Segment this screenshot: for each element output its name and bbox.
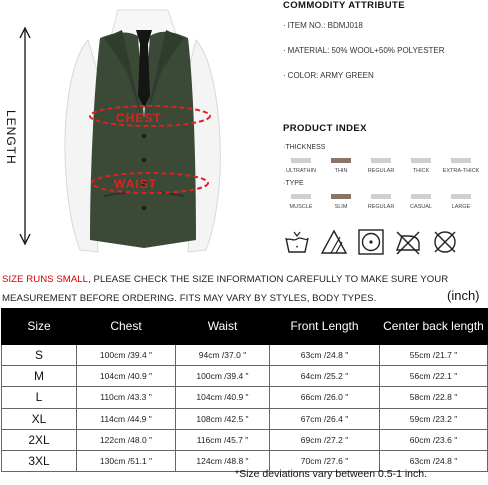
size-cell: L	[2, 387, 77, 408]
header-center-back-length: Center back length	[380, 309, 488, 345]
thickness-option-bar	[331, 158, 351, 163]
measurement-cell: 104cm /40.9 "	[176, 387, 270, 408]
type-scale	[283, 194, 479, 210]
measurement-cell: 114cm /44.9 "	[77, 408, 176, 429]
size-cell: 2XL	[2, 429, 77, 450]
length-label: LENGTH	[4, 110, 18, 165]
type-option-label: MUSCLE	[289, 204, 313, 210]
type-option-label: LARGE	[451, 204, 471, 210]
measurement-cell: 58cm /22.8 "	[380, 387, 488, 408]
type-option-bar	[411, 194, 431, 199]
type-option-label: CASUAL	[409, 204, 432, 210]
svg-text:•: •	[295, 244, 299, 251]
size-deviation-footnote: *Size deviations vary between 0.5-1 inch.	[235, 468, 428, 480]
product-index-title: PRODUCT INDEX	[283, 123, 367, 134]
vest-illustration	[0, 0, 272, 262]
measurement-cell: 94cm /37.0 "	[176, 345, 270, 366]
size-runs-small-warning: SIZE RUNS SMALL	[2, 274, 89, 285]
thickness-option	[403, 158, 439, 174]
thickness-label: ·THICKNESS	[283, 144, 326, 151]
size-table	[1, 308, 488, 472]
commodity-attribute-section	[283, 0, 488, 80]
thickness-option-label: THICK	[412, 168, 430, 174]
tumble-dry-low-icon	[357, 228, 385, 256]
care-icons	[283, 228, 459, 256]
do-not-dry-clean-icon	[431, 228, 459, 256]
measurement-cell: 122cm /48.0 "	[77, 429, 176, 450]
measurement-cell: 59cm /23.2 "	[380, 408, 488, 429]
measurement-cell: 69cm /27.2 "	[270, 429, 380, 450]
thickness-option-label: EXTRA-THICK	[442, 168, 480, 174]
thickness-option-label: THIN	[334, 168, 348, 174]
table-row	[2, 366, 488, 387]
table-row	[2, 345, 488, 366]
measurement-cell: 56cm /22.1 "	[380, 366, 488, 387]
thickness-option-label: REGULAR	[367, 168, 395, 174]
thickness-option	[323, 158, 359, 174]
measurement-cell: 100cm /39.4 "	[77, 345, 176, 366]
thickness-scale	[283, 158, 479, 174]
thickness-option-label: ULTRATHIN	[285, 168, 317, 174]
size-notice-text: , PLEASE CHECK THE SIZE INFORMATION CAREFULLY TO MAKE SURE YOUR MEASUREMENT BEFORE ORDERING. FITS MAY VARY BY STYLES, BODY TYPES.	[2, 274, 449, 304]
commodity-attribute-title: COMMODITY ATTRIBUTE	[283, 0, 405, 11]
type-option-bar	[451, 194, 471, 199]
no-bleach-icon	[320, 228, 348, 256]
measurement-cell: 116cm /45.7 "	[176, 429, 270, 450]
size-cell: 3XL	[2, 450, 77, 471]
measurement-cell: 100cm /39.4 "	[176, 366, 270, 387]
material-line: · MATERIAL: 50% WOOL+50% POLYESTER	[283, 46, 445, 55]
color-line: · COLOR: ARMY GREEN	[283, 71, 374, 80]
measurement-cell: 104cm /40.9 "	[77, 366, 176, 387]
type-option-label: REGULAR	[367, 204, 395, 210]
chest-label: CHEST	[116, 111, 162, 125]
measurement-cell: 108cm /42.5 "	[176, 408, 270, 429]
hand-wash-icon	[283, 228, 311, 256]
header-chest: Chest	[77, 309, 176, 345]
table-row	[2, 387, 488, 408]
do-not-iron-icon	[394, 228, 422, 256]
measurement-cell: 130cm /51.1 "	[77, 450, 176, 471]
item-number: · ITEM NO.: BDMJ018	[283, 21, 363, 30]
header-waist: Waist	[176, 309, 270, 345]
thickness-option-bar	[411, 158, 431, 163]
table-row	[2, 408, 488, 429]
measurement-cell: 63cm /24.8 "	[270, 345, 380, 366]
thickness-option	[443, 158, 479, 174]
type-option	[323, 194, 359, 210]
measurement-cell: 63cm /24.8 "	[380, 450, 488, 471]
measurement-cell: 110cm /43.3 "	[77, 387, 176, 408]
thickness-option-bar	[291, 158, 311, 163]
type-option	[283, 194, 319, 210]
type-label: ·TYPE	[283, 180, 304, 187]
size-notice	[2, 270, 488, 308]
size-cell: S	[2, 345, 77, 366]
measurement-cell: 66cm /26.0 "	[270, 387, 380, 408]
thickness-option	[283, 158, 319, 174]
size-cell: M	[2, 366, 77, 387]
type-option	[363, 194, 399, 210]
type-option	[443, 194, 479, 210]
thickness-option	[363, 158, 399, 174]
waist-label: WAIST	[114, 177, 157, 191]
product-photo	[0, 0, 272, 262]
size-cell: XL	[2, 408, 77, 429]
unit-label: (inch)	[447, 288, 480, 303]
thickness-option-bar	[451, 158, 471, 163]
type-option-label: SLIM	[334, 204, 348, 210]
measurement-cell: 64cm /25.2 "	[270, 366, 380, 387]
thickness-option-bar	[371, 158, 391, 163]
type-option	[403, 194, 439, 210]
measurement-cell: 55cm /21.7 "	[380, 345, 488, 366]
size-table-header	[2, 309, 488, 345]
header-size: Size	[2, 309, 77, 345]
type-option-bar	[371, 194, 391, 199]
measurement-cell: 67cm /26.4 "	[270, 408, 380, 429]
type-option-bar	[291, 194, 311, 199]
product-index-section	[283, 123, 488, 210]
type-option-bar	[331, 194, 351, 199]
table-row	[2, 429, 488, 450]
header-front-length: Front Length	[270, 309, 380, 345]
measurement-cell: 60cm /23.6 "	[380, 429, 488, 450]
measurement-cell: 70cm /27.6 "	[270, 450, 380, 471]
measurement-cell: 124cm /48.8 "	[176, 450, 270, 471]
